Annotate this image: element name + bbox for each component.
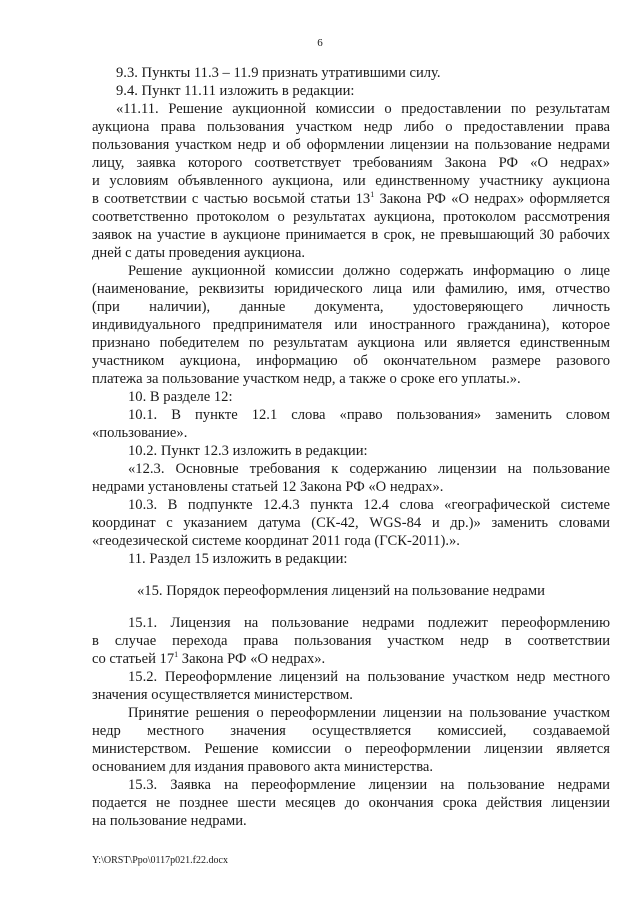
text-line: 11. Раздел 15 изложить в редакции:	[128, 551, 348, 567]
text-line: «геодезической системе координат 2011 года (ГСК-2011).».	[92, 533, 460, 549]
text-line: 10.1. В пункте 12.1 слова «право пользования» заменить словом	[128, 407, 610, 423]
text-line: министерством. Решение комиссии о переоформлении лицензии является	[92, 741, 610, 757]
text-line: 10. В разделе 12:	[128, 389, 233, 405]
text-line: Решение аукционной комиссии должно содержать информацию о лице	[128, 263, 610, 279]
text-line: в соответствии с частью восьмой статьи $13^1$ Закона РФ «О недрах» оформляется	[92, 190, 610, 207]
text-line: координат с указанием датума (СК-42, WGS-84 и др.)» заменить словами	[92, 515, 610, 531]
text-line: и условиям объявленного аукциона, или единственному участнику аукциона	[92, 173, 610, 189]
text-line: лицу, заявка которого соответствует требованиям Закона РФ «О недрах»	[92, 155, 610, 171]
text-line: значения осуществляется министерством.	[92, 687, 353, 703]
text-line: (при наличии), данные документа, удостоверяющего личность	[92, 299, 610, 315]
text-line: заявок на участие в аукционе принимается в срок, не превышающий 30 рабочих	[92, 227, 610, 243]
text-line: дней с даты проведения аукциона.	[92, 245, 306, 261]
text-line: на пользование недрами.	[92, 813, 247, 829]
text-line: 15.2. Переоформление лицензий на пользование участком недр местного	[128, 669, 610, 685]
text-line: 15.1. Лицензия на пользование недрами подлежит переоформлению	[128, 615, 610, 631]
text-line: недрами установлены статьей 12 Закона РФ «О недрах».	[92, 479, 444, 495]
text-line: «12.3. Основные требования к содержанию лицензии на пользование	[128, 461, 610, 477]
text-line: основанием для издания правового акта министерства.	[92, 759, 434, 775]
text-line: 10.3. В подпункте 12.4.3 пункта 12.4 слова «географической системе	[128, 497, 610, 513]
text-line: подается не позднее шести месяцев до окончания срока действия лицензии	[92, 795, 610, 811]
text-line: «11.11. Решение аукционной комиссии о предоставлении по результатам	[116, 101, 610, 117]
file-path-footer: Y:\ORST\Ppo\0117p021.f22.docx	[92, 855, 228, 866]
text-line: аукциона права пользования участком недр либо о предоставлении права	[92, 119, 610, 135]
text-line: (наименование, реквизиты юридического лица или фамилию, имя, отчество	[92, 281, 610, 297]
text-line: признано победителем по результатам аукциона или является единственным	[92, 335, 610, 351]
text-line: «пользование».	[92, 425, 188, 441]
text-line: 10.2. Пункт 12.3 изложить в редакции:	[128, 443, 368, 459]
text-line: 9.3. Пункты 11.3 – 11.9 признать утратившими силу.	[116, 65, 441, 81]
text-line: «15. Порядок переоформления лицензий на пользование недрами	[137, 583, 545, 599]
text-line: соответственно протоколом о результатах аукциона, протоколом рассмотрения	[92, 209, 610, 225]
text-line: 15.3. Заявка на переоформление лицензии на пользование недрами	[128, 777, 610, 793]
text-line: недр местного значения осуществляется комиссией, создаваемой	[92, 723, 610, 739]
text-line: Принятие решения о переоформлении лицензии на пользование участком	[128, 705, 610, 721]
text-line: участником аукциона, информацию об окончательном размере разового	[92, 353, 610, 369]
text-line: пользования участком недр и об оформлении лицензии на пользование недрами	[92, 137, 610, 153]
page-number: 6	[317, 37, 323, 49]
text-line: индивидуального предпринимателя или иностранного гражданина), которое	[92, 317, 610, 333]
text-line: 9.4. Пункт 11.11 изложить в редакции:	[116, 83, 355, 99]
text-line: платежа за пользование участком недр, а также о сроке его уплаты.».	[92, 371, 521, 387]
text-line: со статьей $17^1$ Закона РФ «О недрах».	[92, 650, 326, 667]
text-line: в случае перехода права пользования участком недр в соответствии	[92, 633, 610, 649]
